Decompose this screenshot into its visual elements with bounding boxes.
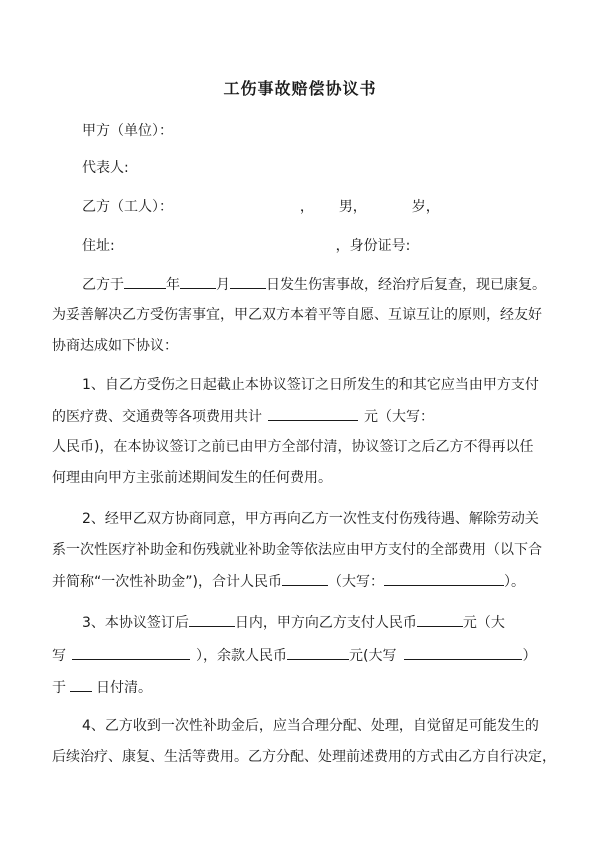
clause3-text-d: 写 bbox=[52, 648, 66, 664]
clause2-text-c: ）。 bbox=[503, 574, 525, 590]
clause4-line-2: 后续治疗、康复、生活等费用。乙方分配、处理前述费用的方式由乙方自行决定， bbox=[52, 749, 556, 765]
party-b-line bbox=[82, 197, 560, 217]
clause2-line-2: 系一次性医疗补助金和伤残就业补助金等依法应由甲方支付的全部费用（以下合 bbox=[52, 542, 542, 558]
id-number-label: ，身份证号: bbox=[335, 238, 411, 254]
party-b-gender: 男， bbox=[338, 199, 367, 215]
clause3-text-e: ），余款人民币 bbox=[196, 648, 287, 664]
clause1-line-3: 人民币)，在本协议签订之前已由甲方全部付清，协议签订之后乙方不得再以任 bbox=[52, 439, 534, 455]
intro-month: 月 bbox=[216, 277, 230, 293]
clause1-line-4: 何理由向甲方主张前述期间发生的任何费用。 bbox=[52, 470, 332, 486]
intro-day-text: 日发生伤害事故，经治疗后复查，现已康复。 bbox=[266, 277, 546, 293]
representative-line bbox=[82, 158, 560, 178]
clause3-line-1 bbox=[82, 612, 560, 633]
representative-label: 代表人: bbox=[82, 160, 129, 176]
document-title: 工伤事故赔偿协议书 bbox=[223, 79, 377, 98]
clause2-text-a: 并简称“一次性补助金”)，合计人民币 bbox=[52, 574, 282, 590]
clause3-text-h: 于 bbox=[52, 680, 66, 696]
party-a-line bbox=[82, 121, 560, 141]
clause1-text-b: 元（大写： bbox=[364, 409, 434, 425]
clause3-text-a: 3、本协议签订后 bbox=[82, 615, 189, 631]
clause1-text-a: 的医疗费、交通费等各项费用共计 bbox=[52, 409, 262, 425]
clause3-line-3 bbox=[52, 677, 560, 698]
party-b-age: 岁， bbox=[411, 199, 440, 215]
address-line bbox=[82, 236, 560, 256]
clause3-balance-capital-blank[interactable] bbox=[404, 645, 522, 660]
clause2-text-b: （大写： bbox=[327, 574, 384, 590]
party-b-comma: ， bbox=[299, 199, 314, 215]
clause3-balance-blank[interactable] bbox=[287, 645, 349, 660]
intro-year: 年 bbox=[166, 277, 180, 293]
clause4-line-1: 4、乙方收到一次性补助金后，应当合理分配、处理，自觉留足可能发生的 bbox=[82, 718, 539, 734]
clause2-amount-blank[interactable] bbox=[282, 571, 328, 586]
clause2-capital-blank[interactable] bbox=[384, 571, 504, 586]
clause3-text-c: 元（大 bbox=[462, 615, 505, 631]
clause2-line-1: 2、经甲乙双方协商同意，甲方再向乙方一次性支付伤残待遇、解除劳动关 bbox=[82, 511, 539, 527]
clause2-line-3 bbox=[52, 571, 560, 592]
intro-line-3: 协商达成如下协议： bbox=[52, 338, 178, 354]
address-label: 住址: bbox=[82, 238, 115, 254]
party-a-label: 甲方（单位）： bbox=[82, 123, 173, 139]
intro-line-2: 为妥善解决乙方受伤害事宜，甲乙双方本着平等自愿、互谅互让的原则，经友好 bbox=[52, 307, 542, 323]
clause3-text-f: 元(大写 bbox=[349, 648, 397, 664]
clause3-days-blank[interactable] bbox=[189, 612, 235, 627]
clause3-text-g: ） bbox=[522, 648, 537, 664]
party-b-label: 乙方（工人）： bbox=[82, 199, 173, 215]
clause3-capital-blank[interactable] bbox=[72, 645, 190, 660]
year-blank[interactable] bbox=[124, 274, 166, 289]
month-blank[interactable] bbox=[180, 274, 216, 289]
intro-text-a: 乙方于 bbox=[82, 277, 124, 293]
clause1-line-1: 1、自乙方受伤之日起截止本协议签订之日所发生的和其它应当由甲方支付 bbox=[82, 377, 539, 393]
clause1-line-2 bbox=[52, 406, 560, 427]
clause3-payment-blank[interactable] bbox=[417, 612, 463, 627]
day-blank[interactable] bbox=[230, 274, 266, 289]
intro-line-1 bbox=[82, 274, 560, 295]
clause3-line-2 bbox=[52, 645, 560, 666]
clause3-text-b: 日内，甲方向乙方支付人民币 bbox=[234, 615, 417, 631]
clause3-date-blank[interactable] bbox=[70, 677, 92, 692]
clause1-amount-blank[interactable] bbox=[268, 406, 358, 421]
clause3-text-i: 日付清。 bbox=[96, 680, 152, 696]
